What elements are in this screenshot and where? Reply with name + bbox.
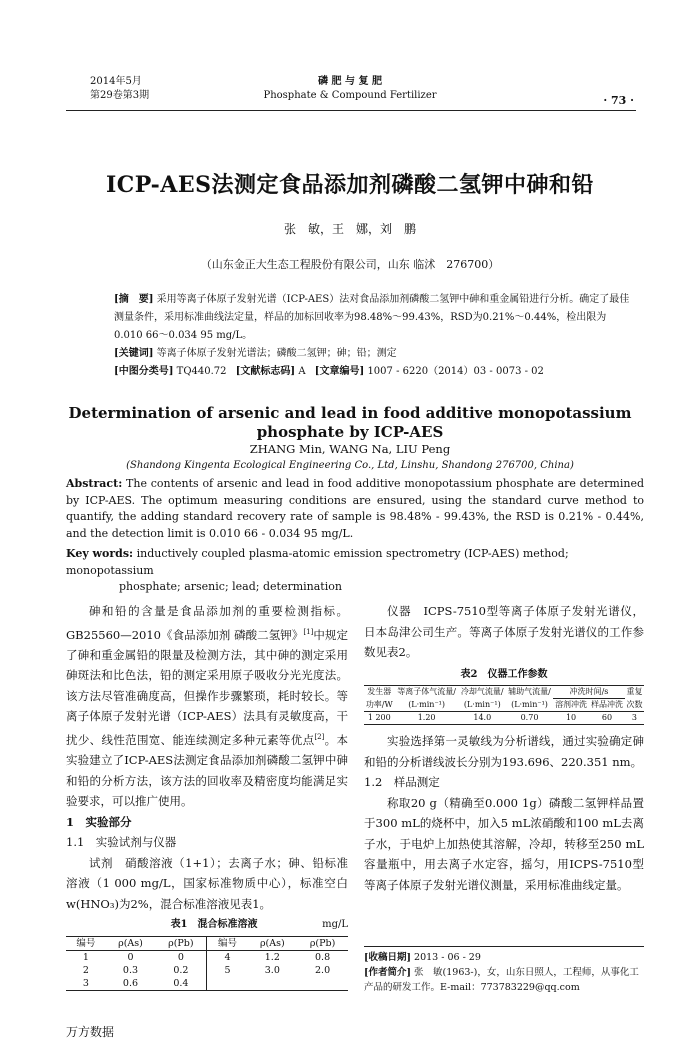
table-2-subheader: 功率/W: [365, 699, 393, 709]
keywords-cn: [114, 345, 634, 363]
table-1: [66, 915, 348, 991]
sample-paragraph: 称取20 g（精确至0.000 1g）磷酸二氢钾样品置于300 mL的烧杯中，加入5 mL浓硝酸和100 mL去离子水，于电炉上加热使其溶解，冷却，转移至250 mL容量瓶中，用去离子水定容，摇匀，用ICPS-7510型等离子体原子发射光谱仪测量，采用标准曲线定量。: [364, 795, 644, 892]
authors-en: ZHANG Min, WANG Na, LIU Peng: [249, 442, 451, 456]
table-cell: [207, 977, 248, 991]
keywords-en: [66, 546, 644, 596]
table-cell: 2: [82, 964, 89, 976]
table-cell: 0: [177, 951, 184, 963]
table-1-unit: mg/L: [322, 919, 348, 931]
table-2-subheader: 溶剂冲洗: [555, 700, 588, 709]
journal-title-cn: 磷 肥 与 复 肥: [318, 76, 382, 87]
doc-code-value: A: [298, 366, 306, 377]
intro-text-c: 。本实验建立了ICP-AES法测定食品添加剂磷酸二氢钾中砷和铅的分析方法，该方法的回收率及精密度均能满足实验要求，可以推广使用。: [66, 732, 349, 809]
table-2-subheader-row: [364, 699, 644, 712]
table-2-header: 辅助气流量/: [508, 687, 551, 697]
author-bio: [364, 965, 644, 995]
keywords-en-text-1: inductively coupled plasma-atomic emission spectrometry (ICP-AES) method; monopotassium: [66, 547, 569, 577]
table-2-header-row: [364, 686, 644, 699]
volume-issue: 第29卷第3期: [90, 90, 150, 101]
table-1-header-row: [66, 936, 348, 950]
table-cell: 0.8: [315, 951, 331, 963]
clc-label: [中图分类号]: [114, 366, 174, 377]
table-1-header: 编号: [207, 936, 248, 950]
table-cell: 14.0: [459, 712, 506, 725]
table-2-header: 重复: [626, 687, 643, 697]
author-bio-text: 张 敏(1963-)，女，山东日照人，工程师，从事化工产品的研发工作。E-mail：773783229@qq.com: [364, 967, 639, 993]
affiliation-cn: （山东金正大生态工程股份有限公司，山东 临沭 276700）: [200, 258, 500, 271]
abstract-en: [66, 476, 644, 542]
abstract-en-label: Abstract:: [66, 477, 123, 490]
section-1-1-heading: 1.1 实验试剂与仪器: [66, 835, 177, 850]
author-bio-label: [作者简介]: [364, 967, 411, 978]
table-1-header: 编号: [66, 936, 106, 950]
doc-code-label: [文献标志码]: [235, 366, 296, 377]
journal-title-en: Phosphate & Compound Fertilizer: [263, 90, 437, 101]
issue-date: 2014年5月: [90, 76, 142, 87]
table-cell: 60: [589, 712, 625, 725]
table-cell: 1.2: [264, 951, 280, 963]
reagents-paragraph: 试剂 硝酸溶液（1+1）；去离子水；砷、铅标准溶液（1 000 mg/L，国家标准物质中心），标准空白w(HNO₃)为2%，混合标准溶液见表1。: [66, 855, 348, 911]
keywords-cn-text: 等离子体原子发射光谱法；磷酸二氢钾；砷；铅；测定: [156, 348, 397, 359]
received-date: [364, 950, 644, 965]
table-2-header: 等离子体气流量/: [397, 687, 456, 697]
abstract-cn-text: 采用等离子体原子发射光谱（ICP-AES）法对食品添加剂磷酸二氢钾中砷和重金属铅进行分析。确定了最佳测量条件，采用标准曲线法定量，样品的加标回收率为98.48%～99.43%，RSD为0.21%～0.44%，检出限为0.010 66～0.034 95 mg/L。: [114, 294, 630, 341]
abstract-cn: [114, 291, 634, 381]
paper-title-en: Determination of arsenic and lead in food additive monopotassium phosphate by ICP-AES: [68, 404, 632, 441]
table-1-header: ρ(As): [248, 936, 298, 950]
table-cell: 3: [625, 712, 644, 725]
line-selection-paragraph: 实验选择第一灵敏线为分析谱线，通过实验确定砷和铅的分析谱线波长分别为193.696、220.351 nm。: [364, 734, 644, 769]
table-2-subheader: 样品冲洗: [590, 700, 623, 709]
table-cell: 0.70: [506, 712, 553, 725]
abstract-en-text: The contents of arsenic and lead in food additive monopotassium phosphate are determined by ICP-AES. The optimum measuring conditions are ensured, using the standard curve method to quantify, the adding standard recovery rate of sample is 98.48% - 99.43%, the RSD is 0.21% - 0.44%, and the detection limit is 0.010 66 - 0.034 95 mg/L.: [66, 477, 644, 540]
table-cell: 1.20: [395, 712, 459, 725]
instrument-paragraph: 仪器 ICPS-7510型等离子体原子发射光谱仪，日本岛津公司生产。等离子体原子发射光谱仪的工作参数见表2。: [364, 604, 644, 659]
table-2-header: 发生器: [367, 687, 392, 697]
ref-2: [2]: [314, 732, 325, 741]
table-cell: 1 200: [364, 712, 395, 725]
table-cell: 1: [82, 951, 89, 963]
paper-title-cn: ICP-AES法测定食品添加剂磷酸二氢钾中砷和铅: [106, 172, 594, 198]
table-1-caption: 表1 混合标准溶液: [170, 919, 258, 931]
article-no-label: [文章编号]: [314, 366, 365, 377]
right-column: [364, 601, 644, 895]
table-2-subheader: (L·min⁻¹): [511, 699, 548, 709]
article-no-value: 1007 - 6220（2014）03 - 0073 - 02: [367, 366, 544, 377]
ref-1: [1]: [303, 627, 314, 636]
header-rule: [66, 110, 636, 111]
keywords-en-label: Key words:: [66, 547, 134, 560]
table-1-caption-row: [66, 915, 348, 936]
table-row: [66, 950, 348, 964]
table-2-subheader: (L·min⁻¹): [463, 699, 501, 709]
table-cell: 0: [127, 951, 134, 963]
section-1-heading: 1 实验部分: [66, 814, 132, 829]
table-cell: [297, 977, 348, 991]
left-column: [66, 601, 348, 991]
table-1-header: ρ(As): [106, 936, 156, 950]
footnote: [364, 946, 644, 995]
keywords-cn-label: [关键词]: [114, 348, 154, 359]
intro-paragraph: [66, 601, 348, 812]
abstract-cn-body: [114, 291, 634, 345]
watermark: 万方数据: [66, 1025, 115, 1039]
table-cell: 10: [553, 712, 589, 725]
table-2-subheader: 次数: [626, 699, 643, 709]
table-2-header: 冷却气流量/: [460, 687, 504, 697]
table-cell: 0.2: [173, 964, 189, 976]
intro-text-a: 砷和铅的含量是食品添加剂的重要检测指标。GB25560—2010《食品添加剂 磷酸二氢钾》: [66, 604, 348, 642]
table-1-header: ρ(Pb): [155, 936, 207, 950]
keywords-en-text-2: phosphate; arsenic; lead; determination: [119, 580, 342, 593]
intro-text-b: 中规定了砷和重金属铅的限量及检测方法，其中砷的测定采用砷斑法和比色法，铅的测定采用原子吸收分光光度法。该方法尽管准确度高，但操作步骤繁琐，耗时较长。等离子体原子发射光谱（ICP-AES）法具有灵敏度高，干扰少、线性范围宽、能连续测定多种元素等优点: [66, 627, 348, 747]
table-cell: [248, 977, 298, 991]
table-row: [66, 977, 348, 991]
section-1-2-heading: 1.2 样品测定: [364, 775, 440, 789]
received-label: [收稿日期]: [364, 952, 411, 963]
table-cell: 4: [207, 950, 248, 964]
affiliation-en: (Shandong Kingenta Ecological Engineering Co., Ltd, Linshu, Shandong 276700, China): [126, 460, 574, 471]
table-row: [66, 964, 348, 977]
abstract-cn-label: [摘 要]: [114, 294, 154, 305]
table-2-subheader: (L·min⁻¹): [408, 699, 446, 709]
clc-value: TQ440.72: [176, 366, 227, 377]
table-cell: 2.0: [315, 964, 331, 976]
abstract-en-body: [66, 476, 644, 542]
table-cell: 3.0: [264, 964, 280, 976]
table-2-grid: [364, 685, 644, 725]
table-cell: 5: [207, 964, 248, 977]
classification-line: [114, 363, 634, 381]
table-1-header: ρ(Pb): [297, 936, 348, 950]
running-header-center: [0, 75, 700, 103]
table-1-grid: [66, 936, 348, 991]
table-cell: 0.4: [155, 977, 207, 991]
table-2: [364, 665, 644, 726]
authors-cn: 张 敏，王 娜，刘 鹏: [283, 222, 416, 236]
table-cell: 3: [66, 977, 106, 991]
table-2-header: 冲洗时间/s: [553, 686, 625, 699]
received-value: 2013 - 06 - 29: [414, 952, 481, 963]
page-number: · 73 ·: [603, 94, 634, 107]
table-cell: 0.6: [106, 977, 156, 991]
table-cell: 0.3: [122, 964, 139, 976]
table-2-caption: 表2 仪器工作参数: [460, 668, 548, 680]
table-1-spacer: [66, 915, 106, 936]
table-row: [364, 712, 644, 725]
